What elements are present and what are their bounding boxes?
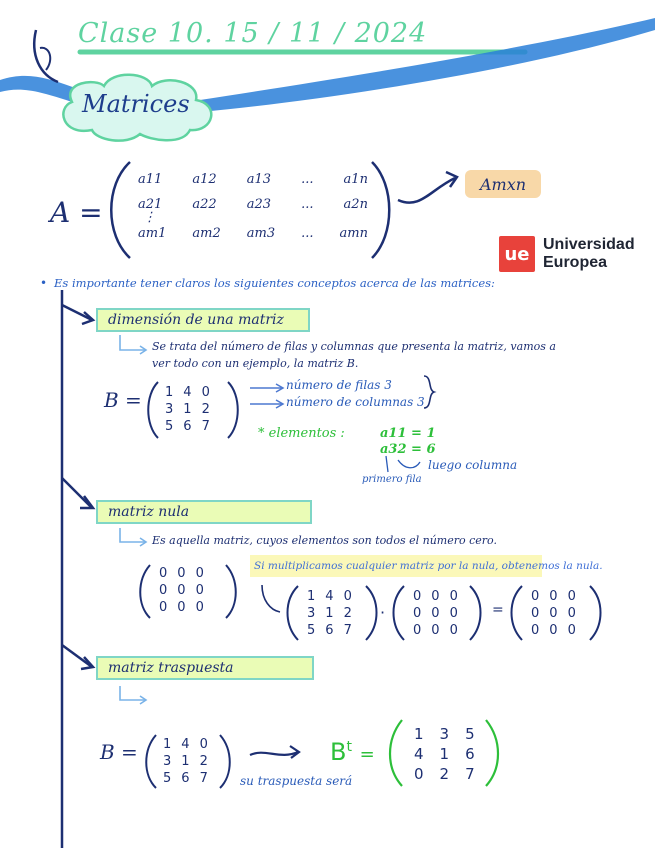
matrix-cell: 0 bbox=[195, 566, 204, 581]
heading-matriz-traspuesta: matriz traspuesta bbox=[96, 656, 314, 680]
matrix-a-left-paren bbox=[111, 162, 130, 258]
zero-matrix bbox=[154, 565, 209, 616]
product-zero-matrix bbox=[408, 588, 463, 639]
matrix-cell: 1 bbox=[325, 606, 334, 621]
matrix-cell: 0 bbox=[531, 606, 540, 621]
traspuesta-b-label: B = bbox=[100, 740, 138, 764]
matrix-cell: 6 bbox=[183, 419, 192, 434]
nula-description: Es aquella matriz, cuyos elementos son todos el número cero. bbox=[152, 534, 497, 547]
branch-arrow-1 bbox=[62, 305, 92, 320]
matrix-cell: 3 bbox=[307, 606, 316, 621]
first-row-note: primero fila bbox=[362, 474, 422, 485]
swoosh-leaf bbox=[34, 30, 58, 82]
bullet-icon: • bbox=[40, 276, 48, 290]
matrix-cell: 0 bbox=[549, 623, 558, 638]
matrix-cell: 0 bbox=[531, 589, 540, 604]
heading-matriz-nula: matriz nula bbox=[96, 500, 312, 524]
matrix-cell: 5 bbox=[307, 623, 316, 638]
traspuesta-b-matrix bbox=[158, 736, 213, 787]
matrix-cell: 4 bbox=[181, 737, 190, 752]
matrix-cell: 4 bbox=[325, 589, 334, 604]
matrix-cell: 1 bbox=[307, 589, 316, 604]
heading-dimension: dimensión de una matriz bbox=[96, 308, 310, 332]
swoosh-leaf-inner bbox=[40, 48, 50, 70]
matrix-cell: 5 bbox=[163, 771, 172, 786]
matrix-cell: 0 bbox=[567, 589, 576, 604]
matrix-cell: 4 bbox=[183, 385, 192, 400]
university-logo-text: Universidad Europea bbox=[543, 236, 635, 271]
matrix-cell: 0 bbox=[195, 583, 204, 598]
matrix-cell: 2 bbox=[201, 402, 210, 417]
matrix-cell: 0 bbox=[199, 737, 208, 752]
page-title: Clase 10. 15 / 11 / 2024 bbox=[78, 18, 428, 49]
matrix-cell: 1 bbox=[414, 725, 424, 743]
matrix-cell: 5 bbox=[465, 724, 475, 743]
section-heading-matrices: Matrices bbox=[82, 90, 190, 118]
matrix-cell: 0 bbox=[413, 623, 422, 638]
matrix-cell: 7 bbox=[465, 764, 475, 783]
matrix-a-label: A = bbox=[50, 196, 103, 229]
element-a11: a11 = 1 bbox=[380, 426, 436, 441]
branch-arrow-2 bbox=[62, 478, 92, 508]
matrix-cell: 3 bbox=[165, 402, 174, 417]
matrix-cell: 1 bbox=[183, 402, 192, 417]
matrix-cell: 0 bbox=[159, 600, 168, 615]
matrix-a-right-paren bbox=[372, 162, 389, 258]
transpose-matrix bbox=[406, 724, 483, 784]
matrix-cell: 1 bbox=[165, 385, 174, 400]
matrix-b bbox=[160, 384, 215, 435]
rows-note: número de filas 3 bbox=[286, 378, 392, 392]
matrix-cell: 6 bbox=[325, 623, 334, 638]
matrix-cell: 2 bbox=[199, 754, 208, 769]
matrix-cell: 6 bbox=[465, 744, 475, 763]
matrix-cell: 0 bbox=[449, 606, 458, 621]
matrix-cell: 0 bbox=[159, 566, 168, 581]
matrix-cell: 3 bbox=[439, 724, 450, 743]
matrix-cell: 0 bbox=[431, 589, 440, 604]
matrix-cell: 2 bbox=[343, 606, 352, 621]
matrix-cell: 6 bbox=[181, 771, 190, 786]
matrix-cell: 0 bbox=[431, 623, 440, 638]
then-column-note: luego columna bbox=[428, 458, 518, 472]
matrix-cell: 0 bbox=[177, 600, 186, 615]
matrix-cell: 7 bbox=[201, 419, 210, 434]
matrix-cell: 0 bbox=[531, 623, 540, 638]
matrix-cell: 0 bbox=[449, 589, 458, 604]
matrix-cell: 0 bbox=[414, 765, 424, 783]
matrix-cell: 0 bbox=[549, 606, 558, 621]
branch-arrow-3 bbox=[62, 645, 92, 667]
matrix-a-row-m: am1 am2 am3 ... amn bbox=[138, 226, 368, 241]
matrix-cell: 0 bbox=[343, 589, 352, 604]
cols-note: número de columnas 3 bbox=[286, 395, 425, 409]
product-equals: = bbox=[492, 602, 504, 618]
matrix-cell: 0 bbox=[195, 600, 204, 615]
matrix-cell: 4 bbox=[414, 745, 424, 763]
element-a32: a32 = 6 bbox=[380, 442, 436, 457]
matrix-cell: 0 bbox=[431, 606, 440, 621]
matrix-cell: 0 bbox=[549, 589, 558, 604]
matrix-cell: 7 bbox=[343, 623, 352, 638]
matrix-cell: 7 bbox=[199, 771, 208, 786]
matrix-cell: 0 bbox=[567, 623, 576, 638]
product-dot: · bbox=[380, 603, 386, 622]
intro-text: Es importante tener claros los siguientes conceptos acerca de las matrices: bbox=[54, 276, 495, 290]
matrix-cell: 5 bbox=[165, 419, 174, 434]
arrow-to-notation bbox=[398, 178, 455, 203]
matrix-b-label: B = bbox=[104, 388, 142, 412]
traspuesta-caption: su traspuesta será bbox=[240, 774, 353, 788]
elements-label: * elementos : bbox=[258, 426, 345, 441]
matrix-cell: 0 bbox=[413, 589, 422, 604]
dimension-description: Se trata del número de filas y columnas que presenta la matriz, vamos a ver todo con un ejemplo, la matriz B. bbox=[152, 340, 556, 370]
matrix-cell: 0 bbox=[177, 583, 186, 598]
matrix-a-vertical-dots: ⋮ bbox=[143, 210, 156, 225]
matrix-notation-badge: Amxn bbox=[465, 170, 541, 198]
matrix-cell: 0 bbox=[159, 583, 168, 598]
university-logo-mark: ue bbox=[499, 236, 535, 272]
matrix-cell: 0 bbox=[177, 566, 186, 581]
matrix-a-row-1: a11 a12 a13 ... a1n bbox=[138, 172, 368, 187]
matrix-cell: 2 bbox=[439, 764, 450, 783]
nula-highlight-note: Si multiplicamos cualquier matriz por la nula, obtenemos la nula. bbox=[250, 555, 542, 577]
transpose-label: $B^t$ = bbox=[330, 738, 375, 766]
matrix-cell: 1 bbox=[181, 754, 190, 769]
matrix-cell: 3 bbox=[163, 754, 172, 769]
matrix-a-body bbox=[138, 172, 368, 241]
product-left-matrix bbox=[302, 588, 357, 639]
matrix-cell: 1 bbox=[439, 744, 450, 763]
matrix-cell: 0 bbox=[413, 606, 422, 621]
matrix-cell: 0 bbox=[201, 385, 210, 400]
matrix-a-row-2: a21 a22 a23 ... a2n bbox=[138, 197, 368, 212]
matrix-cell: 0 bbox=[449, 623, 458, 638]
matrix-cell: 0 bbox=[567, 606, 576, 621]
product-result-matrix bbox=[526, 588, 581, 639]
matrix-cell: 1 bbox=[163, 737, 172, 752]
